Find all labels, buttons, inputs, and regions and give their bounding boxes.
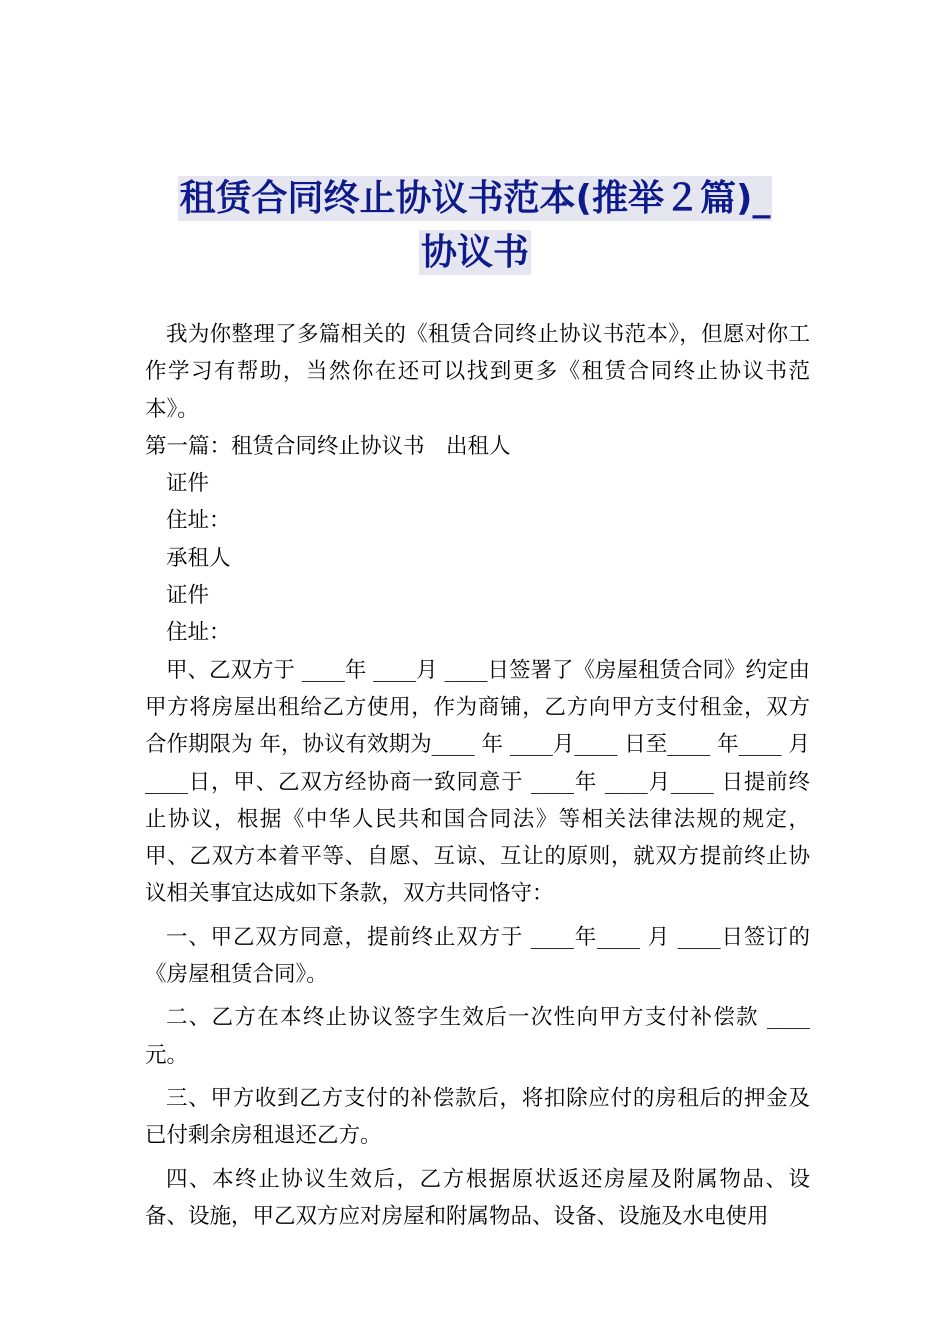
document-title bbox=[100, 172, 850, 280]
document-body bbox=[145, 316, 810, 1235]
clause-4: 四、本终止协议生效后，乙方根据原状返还房屋及附属物品、设备、设施，甲乙双方应对房屋和附属物品、设备、设施及水电使用 bbox=[145, 1166, 810, 1229]
section-heading: 第一篇：租赁合同终止协议书 出租人 bbox=[145, 433, 511, 459]
title-line-1: 租赁合同终止协议书范本(推举２篇)_ bbox=[179, 178, 771, 219]
lessor-address-line: 住址： bbox=[166, 508, 231, 534]
clause-3: 三、甲方收到乙方支付的补偿款后，将扣除应付的房租后的押金及已付剩余房租退还乙方。 bbox=[145, 1085, 810, 1149]
intro-paragraph: 我为你整理了多篇相关的《租赁合同终止协议书范本》，但愿对你工作学习有帮助，当然你在还可以找到更多《租赁合同终止协议书范本》。 bbox=[145, 322, 810, 422]
title-line-2: 协议书 bbox=[420, 232, 529, 273]
lessee-address-line: 住址： bbox=[166, 620, 231, 646]
clause-1: 一、甲乙双方同意，提前终止双方于 ____年____ 月 ____日签订的《房屋租赁合同》。 bbox=[145, 924, 810, 988]
lessee-line: 承租人 bbox=[166, 545, 231, 571]
clause-2: 二、乙方在本终止协议签字生效后一次性向甲方支付补偿款 ____元。 bbox=[145, 1005, 810, 1068]
lessor-id-line: 证件 bbox=[166, 471, 210, 497]
main-paragraph: 甲、乙双方于 ____年 ____月 ____日签署了《房屋租赁合同》约定由甲方将房屋出租给乙方使用，作为商铺，乙方向甲方支付租金，双方合作期限为 年，协议有效期为____ 年 ____月____ 日至____ 年____ 月 ____日，甲、乙双方经协商一致同意于 ____年 ____月____ 日提前终止协议，根据《中华人民共和国合同法》等相关法律法规的规定，甲、乙双方本着平等、自愿、互谅、互让的原则，就双方提前终止协议相关事宜达成如下条款，双方共同恪守： bbox=[145, 657, 811, 907]
lessee-id-line: 证件 bbox=[166, 583, 210, 609]
